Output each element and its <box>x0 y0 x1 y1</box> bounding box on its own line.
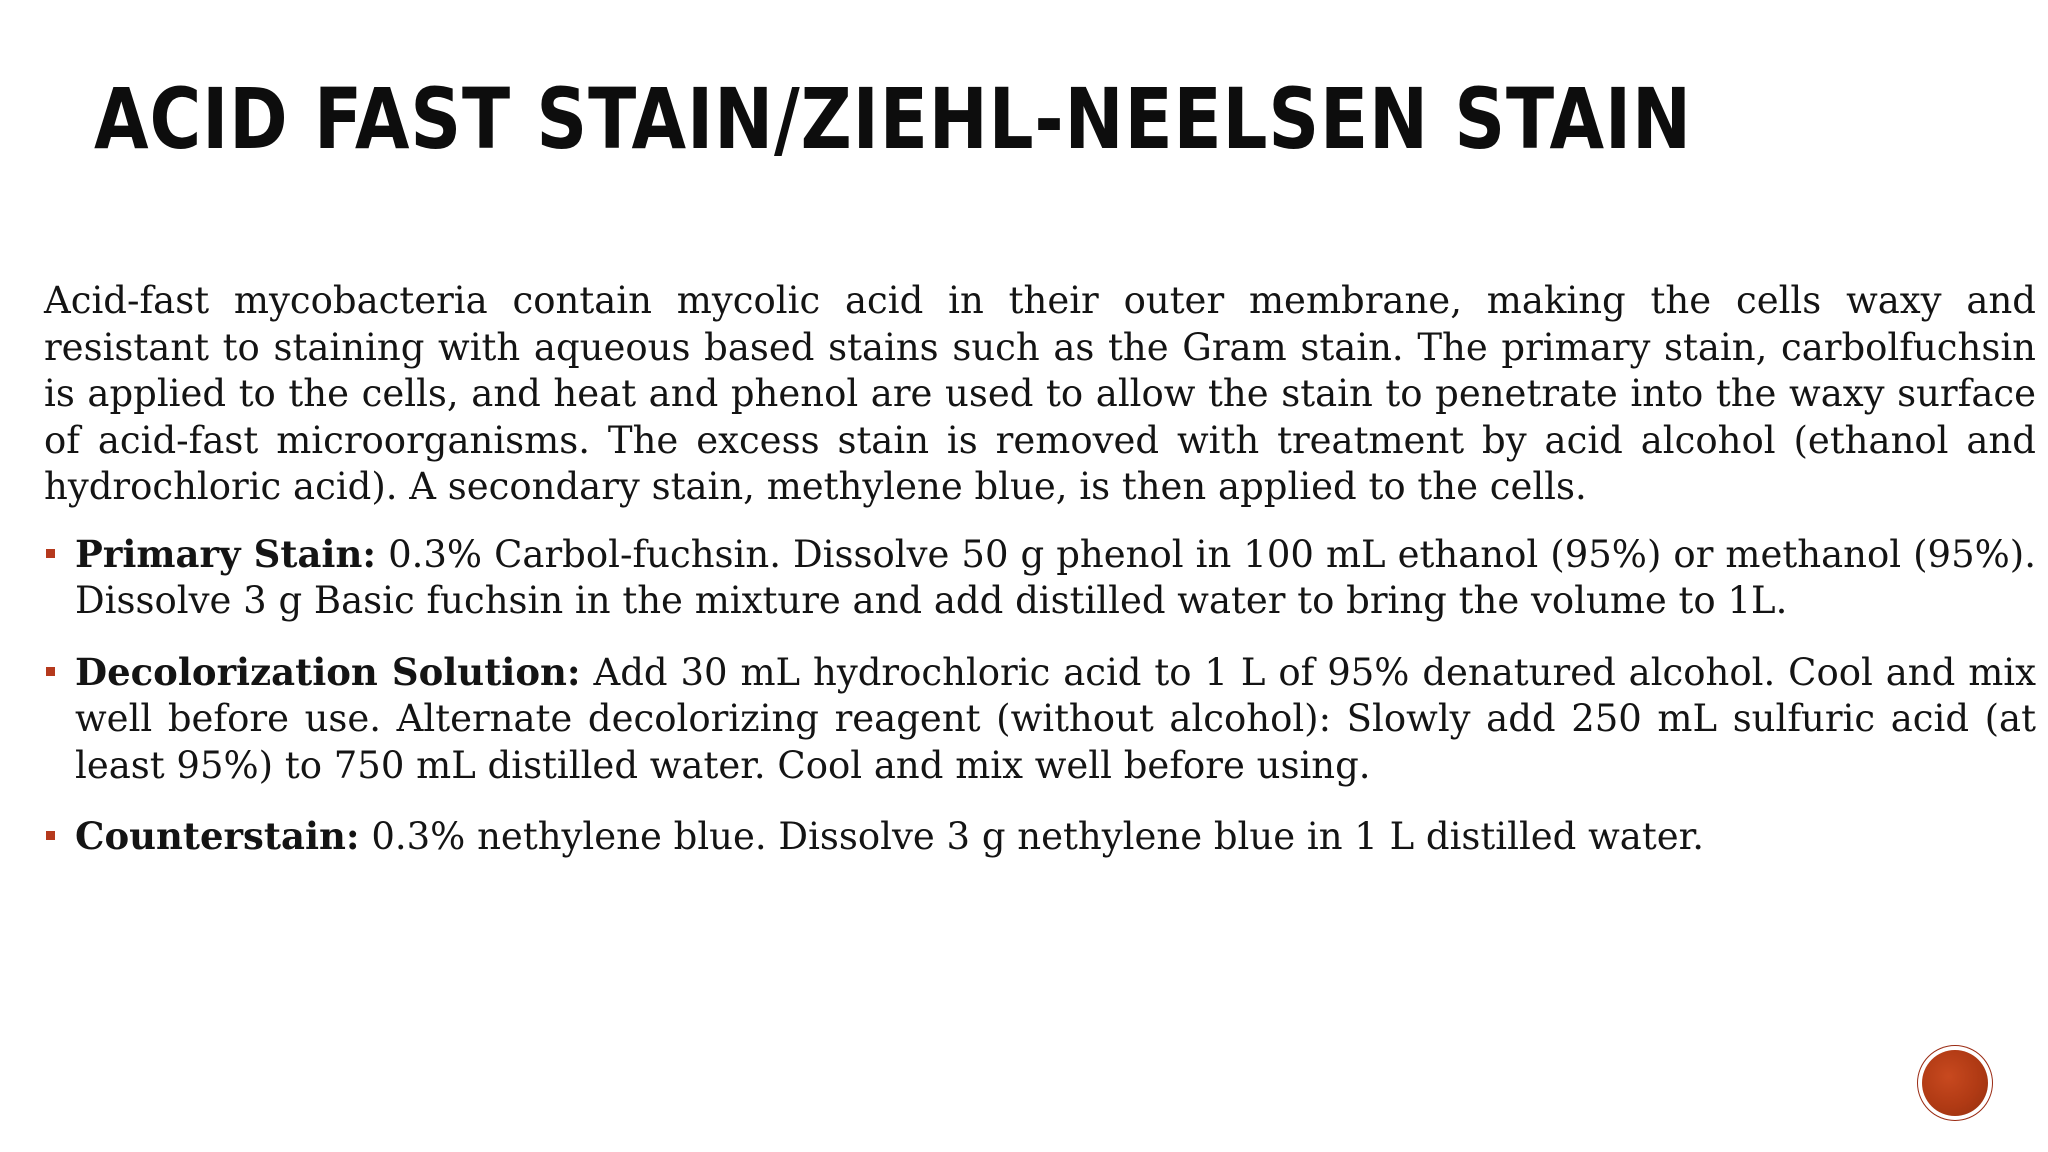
square-bullet-icon <box>46 549 55 558</box>
intro-paragraph: Acid-fast mycobacteria contain mycolic acid in their outer membrane, making the cells waxy and resistant to staining with aqueous based stains such as the Gram stain. The primary stain, carbolfuchsin is applied to the cells, and heat and phenol are used to allow the stain to penetrate into the waxy surface of acid-fast microorganisms. The excess stain is removed with treatment by acid alcohol (ethanol and hydrochloric acid). A secondary stain, methylene blue, is then applied to the cells. <box>44 279 2036 508</box>
bullet-item-decolorization-solution <box>44 649 2036 790</box>
bullet-label: Counterstain: <box>75 814 360 858</box>
bullet-label: Decolorization Solution: <box>75 649 581 694</box>
bullet-text: Add 30 mL hydrochloric acid to 1 L of 95% denatured alcohol. Cool and mix well before use. Alternate decolorizing reagent (without alcohol): Slowly add 250 mL sulfuric acid (at least 95%) to 750 mL distilled water. Cool and mix well before using. <box>75 650 2037 787</box>
square-bullet-icon <box>46 831 55 840</box>
bullet-item-primary-stain <box>44 531 2036 625</box>
bullet-label: Primary Stain: <box>75 531 377 576</box>
bullet-list <box>44 531 2036 861</box>
slide-title: ACID FAST STAIN/ZIEHL-NEELSEN STAIN <box>94 70 1692 168</box>
slide-content <box>44 278 2036 885</box>
bullet-text: 0.3% nethylene blue. Dissolve 3 g nethylene blue in 1 L distilled water. <box>359 815 1705 858</box>
bullet-text: 0.3% Carbol-fuchsin. Dissolve 50 g phenol in 100 mL ethanol (95%) or methanol (95%). Dissolve 3 g Basic fuchsin in the mixture and add distilled water to bring the volume to 1L. <box>75 532 2036 622</box>
square-bullet-icon <box>46 667 55 676</box>
slide-nav-circle-icon[interactable] <box>1918 1046 1992 1120</box>
nav-circle-fill <box>1922 1050 1988 1116</box>
bullet-item-counterstain <box>44 813 2036 861</box>
